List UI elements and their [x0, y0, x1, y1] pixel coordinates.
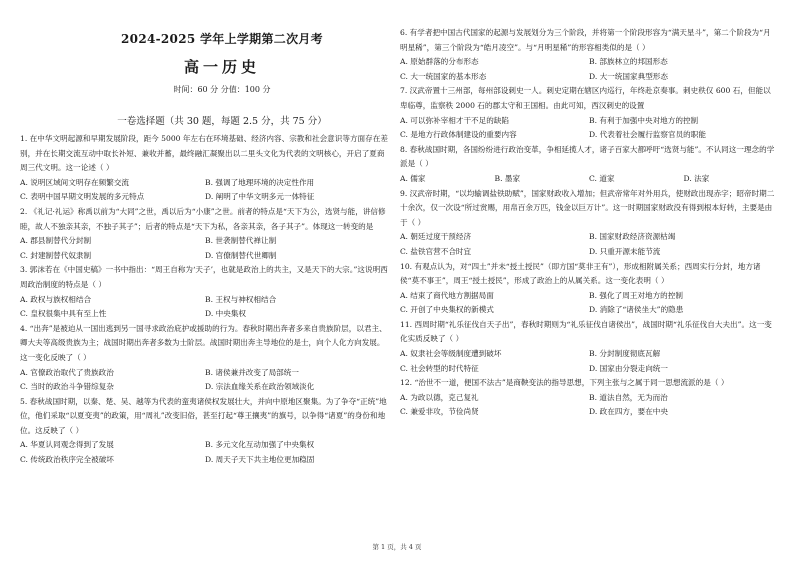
option-group: [400, 55, 778, 84]
question-stem: 8. 春秋战国时期，各国纷纷进行政治变革，争相延揽人才，诸子百家大都呼吁“选贤与能”。不认同这一理念的学派是（ ）: [400, 144, 775, 169]
answer-option: B. 墨家: [494, 173, 521, 183]
answer-option: D. 消除了“诸侯坐大”的隐患: [589, 305, 684, 315]
answer-option: B. 世袭制替代禅让制: [205, 236, 277, 246]
question-stem: 3. 郭沫若在《中国史稿》一书中指出：“周王自称为‘天子’，也就是政治上的共主，又是天下的大宗。”这说明西周政治制度的特点是（ ）: [20, 265, 388, 289]
answer-option: D. 阐明了中华文明多元一体特征: [205, 192, 315, 202]
answer-option: B. 道法自然，无为而治: [589, 392, 668, 402]
question-item: [400, 318, 778, 376]
answer-option: C. 当时的政治斗争错综复杂: [20, 382, 114, 392]
left-question-list: [20, 132, 390, 468]
option-group: [400, 347, 778, 376]
answer-option: C. 封建制替代奴隶制: [20, 250, 92, 260]
right-question-list: [400, 26, 778, 420]
question-stem: 1. 在中华文明起源和早期发展阶段，距今 5000 年左右在环境基础、经济内容、宗教和社会意识等方面存在差别，并在长期交流互动中取长补短、兼收并蓄，最终融汇凝聚出以二里头文化为代表的文明核心，开启了夏商周三代文明。这一论述（ ）: [20, 134, 388, 173]
question-item: [20, 263, 390, 321]
answer-option: B. 诸侯兼并改变了局部统一: [205, 367, 299, 377]
page-footer: 第 1 页，共 4 页: [372, 543, 422, 551]
section-title: 一卷选择题（共 30 题，每题 2.5 分，共 75 分）: [117, 116, 327, 127]
option-group: [20, 293, 390, 322]
question-item: [20, 322, 390, 395]
answer-option: D. 法家: [683, 173, 710, 183]
answer-option: A. 说明区域间文明存在频繁交流: [20, 177, 130, 187]
answer-option: A. 可以弥补宰相才干不足的缺陷: [400, 115, 510, 125]
answer-option: D. 官僚制替代世卿制: [205, 250, 277, 260]
exam-subject: 高一历史: [183, 58, 260, 76]
question-stem: 12. “治世不一道，便国不法古”是商鞅变法的指导思想，下列主张与之属于同一思想流派的是（ ）: [400, 378, 729, 388]
question-stem: 2. 《礼记·礼运》称禹以前为“大同”之世，禹以后为“小康”之世。前者的特点是“天下为公，选贤与能，讲信修睦，故人不独亲其亲，不独子其子”；后者的特点是“天下为私，各亲其亲，各子其子”。体现这一转变的是: [20, 206, 386, 231]
answer-option: D. 代表着社会履行监察官员的职能: [589, 130, 706, 140]
answer-option: D. 国家由分裂走向统一: [589, 363, 668, 373]
option-group: [400, 172, 778, 187]
exam-meta: 时间：60 分 分值：100 分: [173, 85, 271, 94]
answer-option: A. 儒家: [400, 173, 426, 183]
answer-option: A. 官僚政治取代了贵族政治: [20, 367, 114, 377]
answer-option: A. 华夏认同观念得到了发展: [20, 440, 114, 450]
option-group: [400, 289, 778, 318]
answer-option: A. 结束了商代地方割据局面: [400, 290, 494, 300]
question-item: [400, 260, 778, 318]
question-item: [400, 376, 778, 420]
answer-option: C. 皇权很集中具有至上性: [20, 309, 107, 319]
question-item: [20, 132, 390, 205]
question-stem: 7. 汉武帝置十三州部，每州部设刺史一人。刺史定期在辖区内巡行，年终赴京奏事。刺史秩仅 600 石，但能以卑临尊，监察秩 2000 石的郡太守和王国相。由此可知，西汉刺史的设置: [400, 86, 771, 110]
answer-option: D. 只重开源未能节流: [589, 246, 661, 256]
answer-option: D. 周天子天下共主地位更加稳固: [205, 455, 315, 465]
answer-option: B. 强调了地理环境的决定性作用: [205, 177, 315, 187]
option-group: [20, 438, 390, 467]
option-group: [400, 391, 778, 420]
answer-option: C. 传统政治秩序完全被破坏: [20, 455, 114, 465]
answer-option: C. 是地方行政体制建设的重要内容: [400, 130, 517, 140]
option-group: [400, 114, 778, 143]
answer-option: B. 分封制度彻底瓦解: [589, 349, 661, 359]
option-group: [20, 176, 390, 205]
answer-option: A. 郡县制替代分封制: [20, 236, 92, 246]
answer-option: B. 多元文化互动加强了中央集权: [205, 440, 315, 450]
question-item: [20, 205, 390, 263]
answer-option: A. 奴隶社会等级制度遭到破坏: [400, 349, 502, 359]
exam-title: 2024-2025 学年上学期第二次月考: [121, 32, 323, 46]
answer-option: B. 有利于加强中央对地方的控制: [589, 115, 699, 125]
answer-option: C. 兼爱非攻，节俭尚贤: [400, 407, 479, 417]
answer-option: C. 开创了中央集权的新模式: [400, 305, 494, 315]
answer-option: B. 国家财政经济资源枯竭: [589, 232, 676, 242]
question-item: [400, 143, 778, 187]
answer-option: C. 道家: [589, 173, 615, 183]
answer-option: B. 部族林立的邦国形态: [589, 57, 668, 67]
answer-option: A. 政权与族权相结合: [20, 294, 92, 304]
answer-option: A. 朝廷过度干预经济: [400, 232, 472, 242]
question-item: [20, 395, 390, 468]
answer-option: C. 表明中国早期文明发展的多元特点: [20, 192, 145, 202]
answer-option: D. 大一统国家典型形态: [589, 71, 668, 81]
answer-option: D. 中央集权: [205, 309, 247, 319]
answer-option: C. 大一统国家的基本形态: [400, 71, 487, 81]
answer-option: B. 强化了周王对地方的控制: [589, 290, 683, 300]
answer-option: C. 盐铁官营不合时宜: [400, 246, 472, 256]
question-item: [400, 26, 778, 84]
answer-option: C. 社会转型的时代特征: [400, 363, 479, 373]
answer-option: A. 为政以德，克己复礼: [400, 392, 479, 402]
answer-option: D. 宗法血缘关系在政治领域淡化: [205, 382, 315, 392]
option-group: [400, 230, 778, 259]
answer-option: D. 政在四方，要在中央: [589, 407, 668, 417]
option-group: [20, 366, 390, 395]
answer-option: B. 王权与神权相结合: [205, 294, 277, 304]
question-stem: 9. 汉武帝时期，“以均输调盐铁助赋”，国家财政收入增加；但武帝常年对外用兵，使财政出现赤字；昭帝时期二十余次，仅一次设“所过赏赐，用帛百余万匹，钱金以巨万计”。这一时期国家财政没有得到根本好转，主要是由于（ ）: [400, 188, 775, 227]
option-group: [20, 234, 390, 263]
question-stem: 5. 春秋战国时期，以秦、楚、吴、越等为代表的蛮夷诸侯权发展壮大，并向中原地区聚集。为了争夺“正统”地位，他们采取“以夏变夷”的政策，用“周礼”改变旧俗，甚至打起“尊王攘夷”的旗号，以争得“诸夏”的身份和地位。这反映了（ ）: [20, 396, 387, 435]
question-stem: 11. 西周时期“礼乐征伐自天子出”，春秋时期则为“礼乐征伐自诸侯出”，战国时期“礼乐征伐自大夫出”。这一变化实质反映了（ ）: [400, 319, 772, 344]
question-item: [400, 187, 778, 260]
question-stem: 10. 有观点认为，对“四土”并未“授土授民”（即方国“莫非王有”），形成相附属关系；西周实行分封，地方诸侯“莫不事王”，周王“授土授民”，形成了政治上的从属关系。这一变化表明（ ）: [400, 261, 761, 286]
answer-option: A. 原始群落的分布形态: [400, 57, 479, 67]
question-stem: 4. “出奔”是被迫从一国出逃到另一国寻求政治庇护或援助的行为。春秋时期出奔者多来自贵族阶层，以君主、卿大夫等高级贵族为主；战国时期出奔者多数为士阶层。战国时期出奔主导地位的是士，向个人化方向发展。这一变化反映了（ ）: [20, 323, 387, 362]
question-item: [400, 84, 778, 142]
question-stem: 6. 有学者把中国古代国家的起源与发展划分为三个阶段，并将第一个阶段形容为“满天星斗”，第二个阶段为“月明星稀”，第三个阶段为“皓月凌空”。与“月明星稀”的形容相类似的是（ ）: [400, 28, 771, 52]
